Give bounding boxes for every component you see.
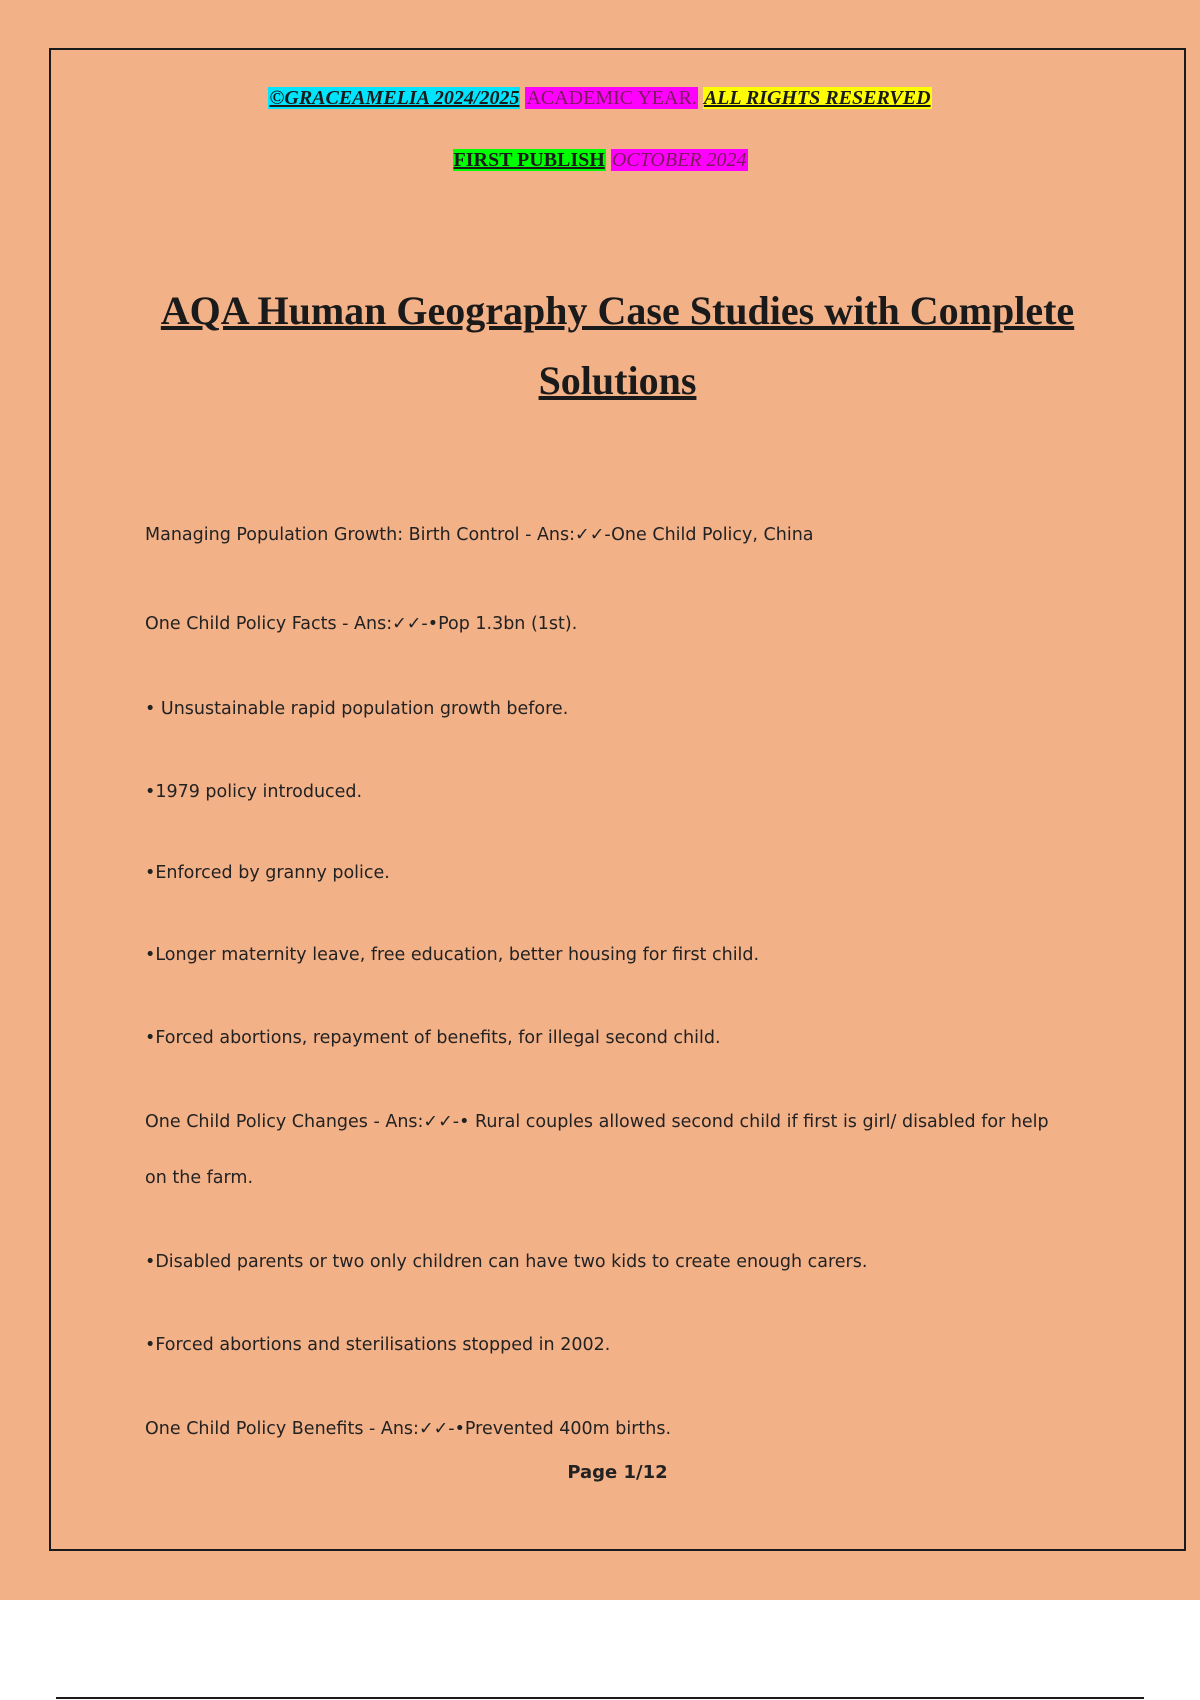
copyright-text: ©GRACEAMELIA 2024/2025 — [269, 87, 520, 109]
qa-line: Managing Population Growth: Birth Control - Ans:✓✓-One Child Policy, China — [145, 525, 814, 545]
bullet-line: •Disabled parents or two only children can have two kids to create enough carers. — [145, 1252, 868, 1272]
first-publish-text: FIRST PUBLISH — [453, 149, 605, 171]
document-title-line2: Solutions — [538, 358, 697, 403]
bullet-line: • Unsustainable rapid population growth before. — [145, 699, 569, 719]
bullet-line: •Forced abortions, repayment of benefits, for illegal second child. — [145, 1028, 721, 1048]
document-title-line1: AQA Human Geography Case Studies with Complete — [160, 288, 1075, 333]
qa-line: One Child Policy Benefits - Ans:✓✓-•Prevented 400m births. — [145, 1419, 672, 1439]
publish-date-text: OCTOBER 2024 — [611, 149, 747, 171]
bullet-line: •Enforced by granny police. — [145, 863, 390, 883]
qa-line-continuation: on the farm. — [145, 1168, 254, 1188]
qa-line: One Child Policy Changes - Ans:✓✓-• Rural couples allowed second child if first is girl/ disabled for help — [145, 1112, 1049, 1132]
bullet-line: •1979 policy introduced. — [145, 782, 363, 802]
bottom-divider — [56, 1697, 1144, 1699]
page-number: Page 1/12 — [567, 1462, 668, 1483]
bullet-line: •Forced abortions and sterilisations stopped in 2002. — [145, 1335, 611, 1355]
bullet-line: •Longer maternity leave, free education, better housing for first child. — [145, 945, 760, 965]
publish-header — [0, 148, 1200, 172]
rights-text: ALL RIGHTS RESERVED — [703, 87, 931, 109]
qa-line: One Child Policy Facts - Ans:✓✓-•Pop 1.3bn (1st). — [145, 614, 578, 634]
academic-year-text: ACADEMIC YEAR. — [526, 87, 697, 109]
copyright-header — [0, 86, 1200, 110]
